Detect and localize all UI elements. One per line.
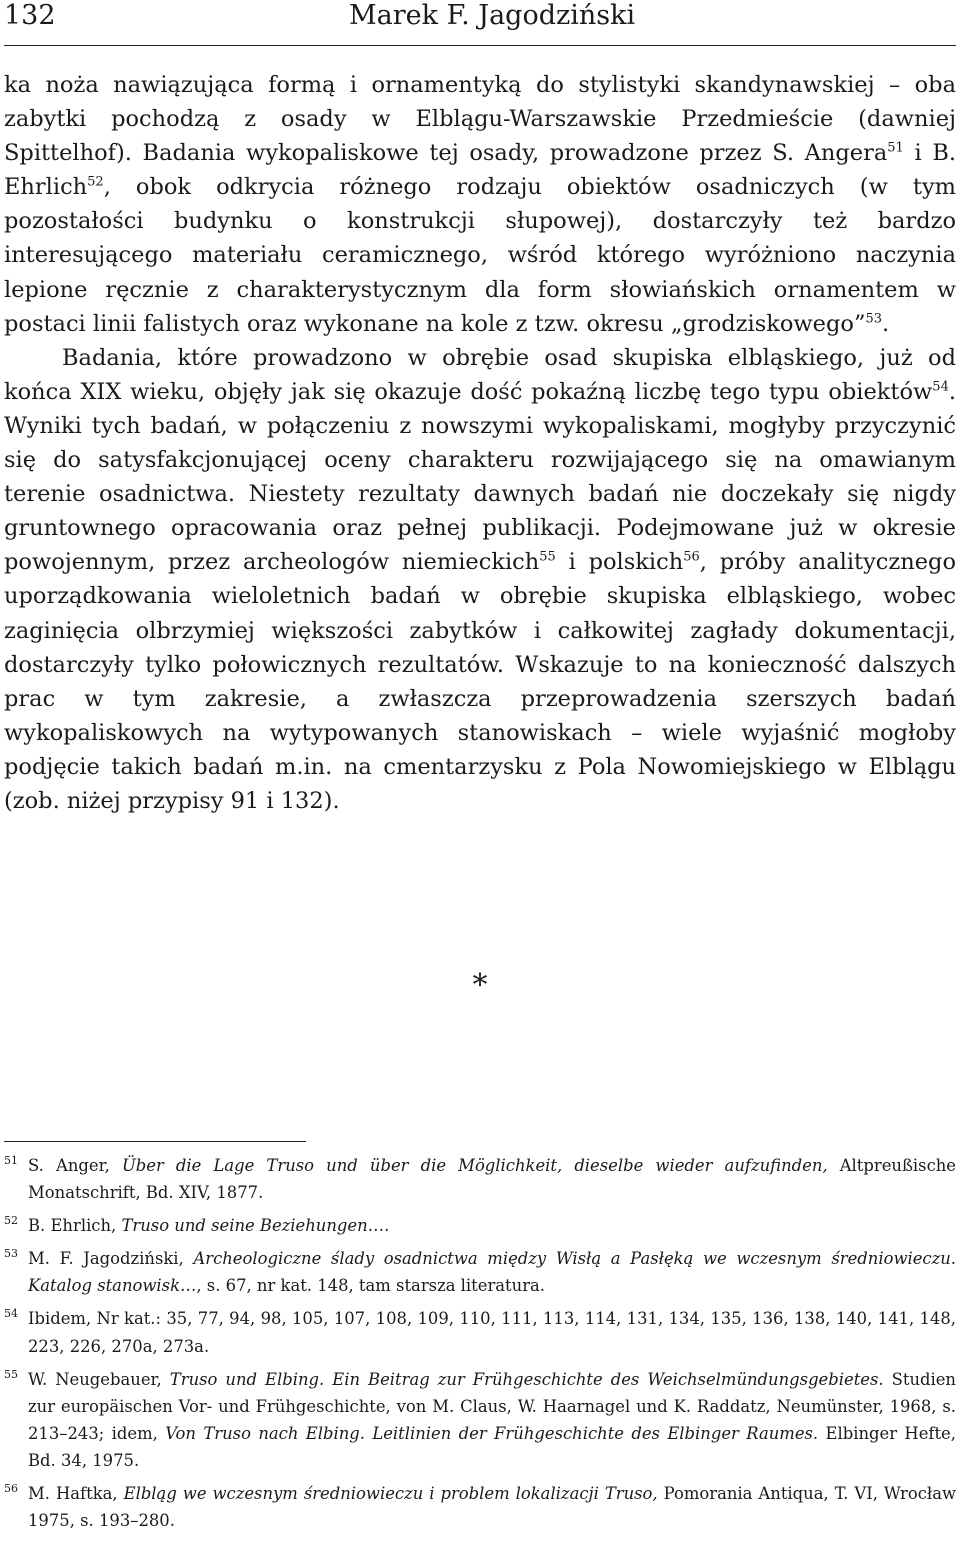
footnote-51: 51 S. Anger, Über die Lage Truso und über die Möglichkeit, dieselbe wieder aufzufinden, Altpreußische Monatschrift, Bd. XIV, 1877. [4,1154,957,1203]
footnote-ref-51[interactable]: 51 [887,140,904,156]
footnote-54: 54 Ibidem, Nr kat.: 35, 77, 94, 98, 105, 107, 108, 109, 110, 111, 113, 114, 131, 134, 135, 136, 138, 140, 141, 148, 223, 226, 270a, 273a. [4,1307,956,1356]
section-separator-asterisk: * [472,968,488,1003]
footnote-56: 56 M. Haftka, Elbląg we wczesnym średniowieczu i problem lokalizacji Truso, Pomorania Antiqua, T. VI, Wrocław 1975, s. 193–280. [4,1482,956,1531]
running-head-author: Marek F. Jagodziński [349,0,636,31]
footnote-ref-56[interactable]: 56 [683,549,700,565]
paragraph-1: ka noża nawiązująca formą i ornamentyką do stylistyki skandynawskiej – oba zabytki pochodzą z osady w Elblągu-Warszawskie Przedmieście (dawniej Spittelhof). Badania wykopaliskowe tej osady, prowadzone przez S. Angera$^{51}$ i B. Ehrlich$^{52}$, obok odkrycia różnego rodzaju obiektów osadniczych (w tym pozostałości budynku o konstrukcji słupowej), dostarczyły też bardzo interesującego materiału ceramicznego, wśród którego wyróżniono naczynia lepione ręcznie z charakterystycznym dla form słowiańskich ornamentem w postaci linii falistych oraz wykonane na kole z tzw. okresu „grodziskowego”$^{53}$. [4,72,956,337]
footnote-ref-52[interactable]: 52 [87,174,104,190]
body-text [4,68,956,818]
running-header [4,0,956,36]
paragraph-2: Badania, które prowadzono w obrębie osad skupiska elbląskiego, już od końca XIX wieku, objęły jak się okazuje dość pokaźną liczbę tego typu obiektów$^{54}$. Wyniki tych badań, w połączeniu z nowszymi wykopaliskami, mogłyby przyczynić się do satysfakcjonującej oceny charakteru rozwijającego się na omawianym terenie osadnictwa. Niestety rezultaty dawnych badań nie doczekały się nigdy gruntownego opracowania oraz pełnej publikacji. Podejmowane już w okresie powojennym, przez archeologów niemieckich$^{55}$ i polskich$^{56}$, próby analitycznego uporządkowania wieloletnich badań w obrębie skupiska elbląskiego, wobec zaginięcia olbrzymiej większości zabytków i całkowitej zagłady dokumentacji, dostarczyły tylko połowicznych rezultatów. Wskazuje to na konieczność dalszych prac w tym zakresie, a zwłaszcza przeprowadzenia szerszych badań wykopaliskowych na wytypowanych stanowiskach – wiele wyjaśnić mogłoby podjęcie takich badań m.in. na cmentarzysku z Pola Nowomiejskiego w Elblągu (zob. niżej przypisy 91 i 132). [4,344,956,814]
footnote-52: 52 B. Ehrlich, Truso und seine Beziehungen…. [4,1214,390,1236]
footnote-55: 55 W. Neugebauer, Truso und Elbing. Ein Beitrag zur Frühgeschichte des Weichselmündungsgebietes. Studien zur europäischen Vor- und Frühgeschichte, von M. Claus, W. Haarnagel und K. Raddatz, Neumünster, 1968, s. 213–243; idem, Von Truso nach Elbing. Leitlinien der Frühgeschichte des Elbinger Raumes. Elbinger Hefte, Bd. 34, 1975. [4,1367,956,1470]
footnote-ref-53[interactable]: 53 [865,311,882,327]
page-number: 132 [4,0,56,31]
footnotes [4,1152,956,1540]
footnote-ref-55[interactable]: 55 [539,549,556,565]
header-rule [4,45,956,46]
footnote-53: 53 M. F. Jagodziński, Archeologiczne ślady osadnictwa między Wisłą a Pasłęką we wczesnym średniowieczu. Katalog stanowisk…, s. 67, nr kat. 148, tam starsza literatura. [4,1247,957,1296]
footnote-rule [4,1141,306,1142]
footnote-ref-54[interactable]: 54 [932,379,949,395]
